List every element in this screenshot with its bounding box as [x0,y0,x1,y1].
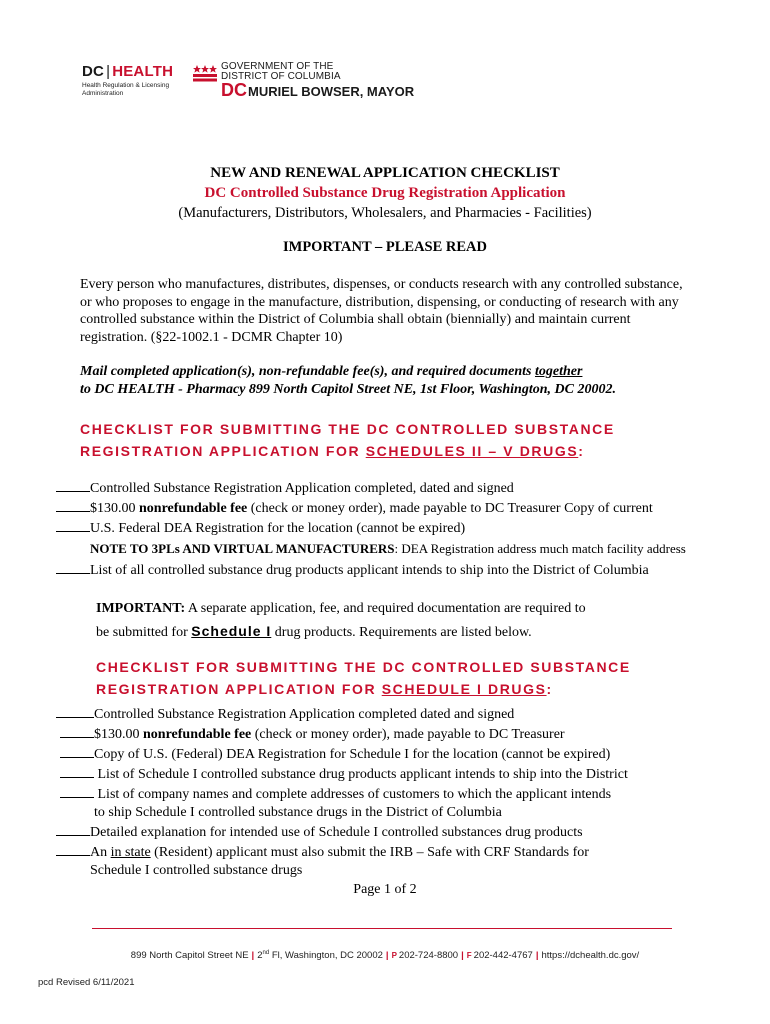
checkbox-blank[interactable] [60,744,94,758]
section1-checklist [56,478,706,580]
item-text: Controlled Substance Registration Application completed, dated and signed [90,481,514,496]
checkbox-blank[interactable] [56,498,90,512]
fax-label: F [466,951,472,961]
checklist-item [56,560,706,580]
checklist-item [56,784,716,804]
dc-government-logo [193,62,414,99]
important-text1: A separate application, fee, and required documentation are required to [185,601,586,616]
gov-mayor-text: MURIEL BOWSER, MAYOR [248,84,415,99]
checkbox-blank[interactable] [60,724,94,738]
checkbox-blank[interactable] [56,478,90,492]
footer-contact: 899 North Capitol Street NE | 2nd Fl, Washington, DC 20002 | P 202-724-8800 | F 202-442-4767 | https://dchealth.dc.gov/ [130,950,640,962]
checkbox-blank[interactable] [60,784,94,798]
note-text: : DEA Registration address much match facility address [394,541,686,556]
item-text: U.S. Federal DEA Registration for the location (cannot be expired) [90,521,466,536]
section1-schedules: SCHEDULES II – V DRUGS [365,443,579,459]
item-text: (Resident) applicant must also submit the IRB – Safe with CRF Standards for [150,845,589,860]
item-amount: $130.00 [94,727,143,742]
checklist-item [56,478,706,498]
schedule-i-note [96,598,656,644]
important-heading: IMPORTANT – PLEASE READ [283,239,487,255]
item-text: Controlled Substance Registration Application completed dated and signed [94,707,515,722]
logo-subtitle-line2: Administration [82,89,124,97]
logo-subtitle-line1: Health Regulation & Licensing [82,82,170,89]
section2-heading-line2: REGISTRATION APPLICATION FOR [96,681,382,697]
checklist-item [56,518,706,538]
logo-dc-text: DC [82,63,105,80]
revision-date: pcd Revised 6/11/2021 [38,977,135,988]
note-3pl [56,540,706,558]
important-text3: drug products. Requirements are listed below. [271,625,532,640]
section1-colon: : [578,443,585,459]
checklist-item [56,744,716,764]
footer-floor-suffix: nd [262,950,270,956]
mail-instructions [80,363,690,398]
footer-street: 899 North Capitol Street NE [130,950,249,962]
important-label: IMPORTANT: [96,601,186,616]
checklist-item [56,842,716,862]
footer-city: Fl, Washington, DC 20002 [269,950,383,962]
item-text: List of company names and complete addresses of customers to which the applicant intends [94,787,612,802]
gov-dc-text: DC [221,80,247,100]
footer-divider [92,928,672,929]
in-state-text: in state [110,845,151,860]
checklist-item [56,704,716,724]
mail-text-part1: Mail completed application(s), non-refundable fee(s), and required documents [80,364,535,379]
footer-phone: 202-724-8800 [398,950,459,962]
checklist-item-continued: Schedule I controlled substance drugs [90,863,303,878]
schedule-i-label: Schedule I [191,623,272,639]
item-text: Detailed explanation for intended use of Schedule I controlled substances drug products [90,825,583,840]
section1-heading [80,418,615,462]
item-text: Copy of U.S. (Federal) DEA Registration for Schedule I for the location (cannot be expired) [94,747,611,762]
checkbox-blank[interactable] [56,842,90,856]
gov-line2: DISTRICT OF COLUMBIA [221,71,341,82]
item-text: (check or money order), made payable to DC Treasurer Copy of current [247,501,653,516]
footer-floor: 2 [257,950,263,962]
item-text: List of all controlled substance drug products applicant intends to ship into the District of Columbia [90,563,649,578]
intro-paragraph: Every person who manufactures, distributes, dispenses, or conducts research with any controlled substance, or who proposes to engage in the manufacture, distribution, dispensing, or conducting of research with any controlled substance within the District of Columbia shall obtain (biennially) and maintain current registration. (§22-1002.1 - DCMR Chapter 10) [80,277,683,345]
important-text2: be submitted for [96,625,192,640]
checkbox-blank[interactable] [56,518,90,532]
checklist-item [56,498,706,518]
document-title: NEW AND RENEWAL APPLICATION CHECKLIST [210,165,560,181]
section2-heading [96,656,631,700]
note-bold: NOTE TO 3PLs AND VIRTUAL MANUFACTURERS [90,541,395,556]
section2-heading-line1: CHECKLIST FOR SUBMITTING THE DC CONTROLLED SUBSTANCE [96,659,631,675]
dc-flag-icon [193,64,217,82]
phone-label: P [391,951,397,961]
checklist-item [56,822,716,842]
logo-health-text: HEALTH [112,63,174,80]
checkbox-blank[interactable] [56,704,94,718]
dc-health-logo: DC | HEALTH Health Regulation & Licensing Administration [82,63,174,97]
item-bold: nonrefundable fee [139,501,248,516]
checkbox-blank[interactable] [56,822,90,836]
checkbox-blank[interactable] [60,764,94,778]
checkbox-blank[interactable] [56,560,90,574]
mail-together: together [534,364,583,379]
checklist-item-continued: to ship Schedule I controlled substance drugs in the District of Columbia [94,805,502,820]
section2-colon: : [546,681,553,697]
item-amount: $130.00 [90,501,139,516]
gov-line1: GOVERNMENT OF THE [221,61,334,72]
section1-heading-line1: CHECKLIST FOR SUBMITTING THE DC CONTROLLED SUBSTANCE [80,421,615,437]
section1-heading-line2: REGISTRATION APPLICATION FOR [80,443,366,459]
document-subtitle: DC Controlled Substance Drug Registration Application [204,185,566,201]
item-text: An [90,845,111,860]
section2-checklist [56,704,716,880]
document-scope: (Manufacturers, Distributors, Wholesalers, and Pharmacies - Facilities) [178,205,592,221]
footer-website-link[interactable]: https://dchealth.dc.gov/ [541,950,640,962]
page-number: Page 1 of 2 [353,882,417,897]
footer-fax: 202-442-4767 [473,950,533,962]
section2-schedule: SCHEDULE I DRUGS [381,681,547,697]
checklist-item [56,724,716,744]
item-text: (check or money order), made payable to DC Treasurer [251,727,565,742]
item-bold: nonrefundable fee [143,727,252,742]
checklist-item [56,764,716,784]
mail-address: to DC HEALTH - Pharmacy 899 North Capitol Street NE, 1st Floor, Washington, DC 20002. [80,381,616,397]
item-text: List of Schedule I controlled substance drug products applicant intends to ship into the District [94,767,628,782]
